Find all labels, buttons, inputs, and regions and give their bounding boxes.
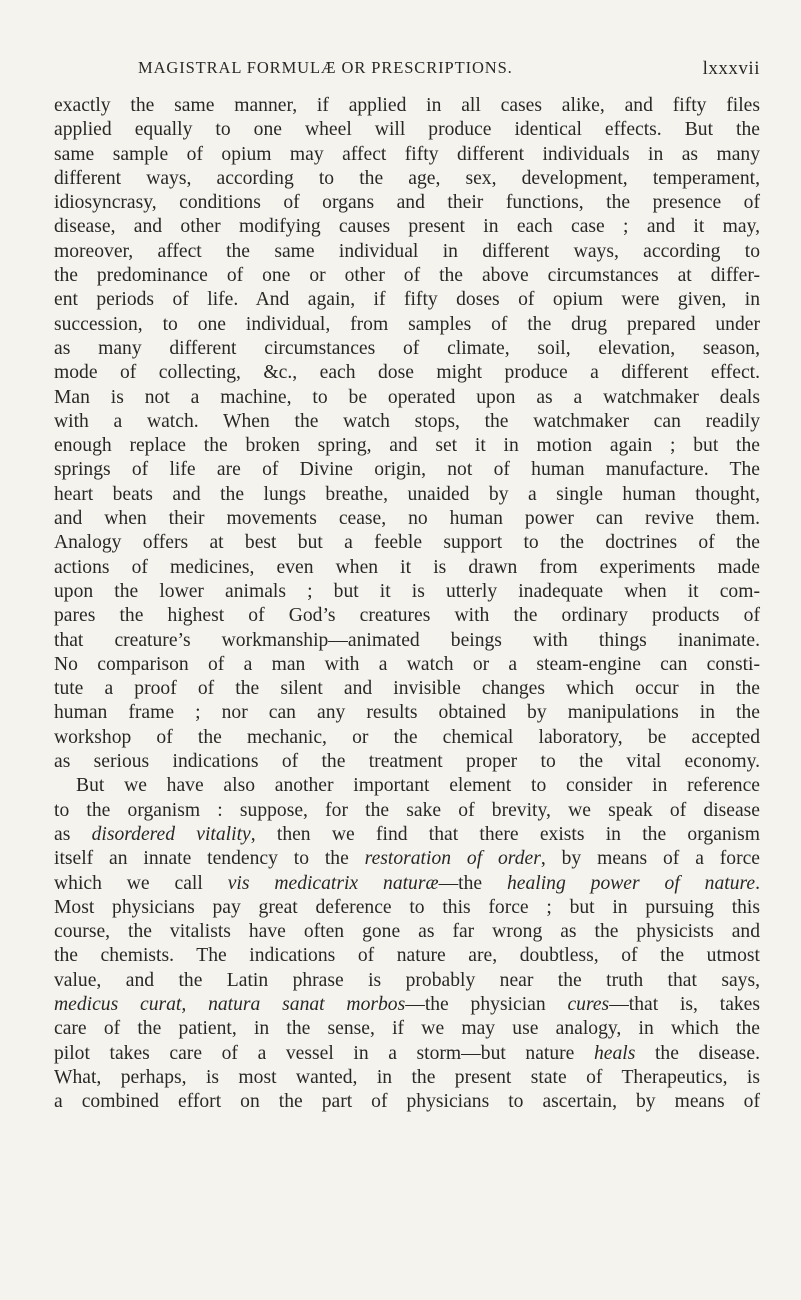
text-line — [54, 774, 760, 798]
text-line — [54, 872, 760, 896]
text-line — [54, 410, 760, 434]
text-run: course, the vitalists have often gone as far wrong as the physicists and — [54, 921, 760, 943]
text-run: as — [54, 823, 92, 845]
text-line — [54, 944, 760, 968]
text-line — [54, 458, 760, 482]
book-page — [54, 58, 760, 1114]
text-run: moreover, affect the same individual in different ways, according to — [54, 240, 760, 262]
text-run: with a watch. When the watch stops, the watchmaker can readily — [54, 410, 760, 432]
text-line — [54, 386, 760, 410]
text-line — [54, 993, 760, 1017]
text-run: ent periods of life. And again, if fifty doses of opium were given, in — [54, 289, 760, 311]
text-run: same sample of opium may affect fifty different individuals in as many — [54, 143, 760, 165]
text-run: workshop of the mechanic, or the chemical laboratory, be accepted — [54, 726, 760, 748]
running-title: MAGISTRAL FORMULÆ OR PRESCRIPTIONS. — [138, 58, 513, 77]
italic-text: heals — [594, 1042, 636, 1064]
text-run: —the — [438, 872, 507, 894]
text-run: the chemists. The indications of nature are, doubtless, of the utmost — [54, 945, 760, 967]
text-run: mode of collecting, &c., each dose might produce a different effect. — [54, 362, 760, 384]
text-run: disease, and other modifying causes present in each case ; and it may, — [54, 216, 760, 238]
text-line — [54, 969, 760, 993]
italic-text: cures — [567, 993, 610, 1015]
text-run: and when their movements cease, no human power can revive them. — [54, 508, 760, 530]
text-run: as serious indications of the treatment proper to the vital economy. — [54, 751, 760, 773]
text-run: enough replace the broken spring, and set it in motion again ; but the — [54, 435, 760, 457]
text-line — [54, 118, 760, 142]
text-line — [54, 1042, 760, 1066]
text-line — [54, 677, 760, 701]
text-run: applied equally to one wheel will produce identical effects. But the — [54, 119, 760, 141]
text-run: the predominance of one or other of the above circumstances at differ- — [54, 265, 760, 287]
page-number: lxxxvii — [702, 58, 760, 79]
text-line — [54, 726, 760, 750]
text-line — [54, 313, 760, 337]
text-line — [54, 629, 760, 653]
text-run: springs of life are of Divine origin, not of human manufacture. The — [54, 459, 760, 481]
text-line — [54, 580, 760, 604]
text-line — [54, 847, 760, 871]
text-run: No comparison of a man with a watch or a steam-engine can consti- — [54, 653, 760, 675]
text-run: , by means of a force — [540, 848, 760, 870]
text-line — [54, 143, 760, 167]
text-run: But we have also another important element to consider in reference — [76, 775, 760, 797]
text-line — [54, 507, 760, 531]
text-run: —the physician — [405, 993, 568, 1015]
text-line — [54, 896, 760, 920]
text-line — [54, 215, 760, 239]
text-run: value, and the Latin phrase is probably near the truth that says, — [54, 969, 760, 991]
text-run: pares the highest of God’s creatures with the ordinary products of — [54, 605, 760, 627]
text-line — [54, 240, 760, 264]
text-line — [54, 1066, 760, 1090]
text-run: upon the lower animals ; but it is utterly inadequate when it com- — [54, 580, 760, 602]
text-line — [54, 823, 760, 847]
text-line — [54, 920, 760, 944]
text-line — [54, 288, 760, 312]
text-line — [54, 434, 760, 458]
body-text — [54, 94, 760, 1114]
text-run: the disease. — [635, 1042, 761, 1064]
italic-text: medicus curat, natura sanat morbos — [54, 993, 406, 1015]
text-run: different ways, according to the age, sex, development, temperament, — [54, 167, 760, 189]
text-line — [54, 1090, 760, 1114]
text-line — [54, 531, 760, 555]
text-run: itself an innate tendency to the — [54, 848, 365, 870]
text-run: , then we find that there exists in the organism — [250, 823, 760, 845]
running-head — [54, 58, 760, 84]
text-run: Most physicians pay great deference to this force ; but in pursuing this — [54, 896, 760, 918]
text-run: —that is, takes — [609, 993, 761, 1015]
text-run: to the organism : suppose, for the sake of brevity, we speak of disease — [54, 799, 760, 821]
text-line — [54, 264, 760, 288]
text-line — [54, 1017, 760, 1041]
paragraph — [54, 774, 760, 1114]
text-line — [54, 361, 760, 385]
italic-text: disordered vitality — [91, 823, 251, 845]
text-run: Analogy offers at best but a feeble support to the doctrines of the — [54, 532, 760, 554]
text-line — [54, 483, 760, 507]
text-run: as many different circumstances of climate, soil, elevation, season, — [54, 337, 760, 359]
text-run: human frame ; nor can any results obtained by manipulations in the — [54, 702, 760, 724]
text-run: heart beats and the lungs breathe, unaided by a single human thought, — [54, 483, 760, 505]
text-line — [54, 556, 760, 580]
text-run: that creature’s workmanship—animated beings with things inanimate. — [54, 629, 760, 651]
text-run: a combined effort on the part of physicians to ascertain, by means of — [54, 1091, 760, 1113]
text-run: What, perhaps, is most wanted, in the present state of Therapeutics, is — [54, 1066, 760, 1088]
text-line — [54, 337, 760, 361]
text-run: idiosyncrasy, conditions of organs and their functions, the presence of — [54, 192, 760, 214]
italic-text: restoration of order — [364, 848, 541, 870]
italic-text: healing power of nature — [506, 872, 756, 894]
text-run: succession, to one individual, from samples of the drug prepared under — [54, 313, 760, 335]
text-line — [54, 167, 760, 191]
text-line — [54, 701, 760, 725]
text-run: care of the patient, in the sense, if we may use analogy, in which the — [54, 1018, 760, 1040]
text-run: actions of medicines, even when it is drawn from experiments made — [54, 556, 760, 578]
text-line — [54, 191, 760, 215]
paragraph — [54, 94, 760, 774]
text-line — [54, 653, 760, 677]
text-run: tute a proof of the silent and invisible changes which occur in the — [54, 678, 760, 700]
text-run: . — [755, 872, 760, 894]
text-run: Man is not a machine, to be operated upon as a watchmaker deals — [54, 386, 760, 408]
text-line — [54, 604, 760, 628]
text-line — [54, 799, 760, 823]
text-run: exactly the same manner, if applied in all cases alike, and fifty files — [54, 95, 760, 116]
text-line — [54, 94, 760, 118]
italic-text: vis medicatrix naturæ — [227, 872, 439, 894]
text-line — [54, 750, 760, 774]
text-run: which we call — [54, 872, 228, 894]
text-run: pilot takes care of a vessel in a storm—but nature — [54, 1042, 594, 1064]
